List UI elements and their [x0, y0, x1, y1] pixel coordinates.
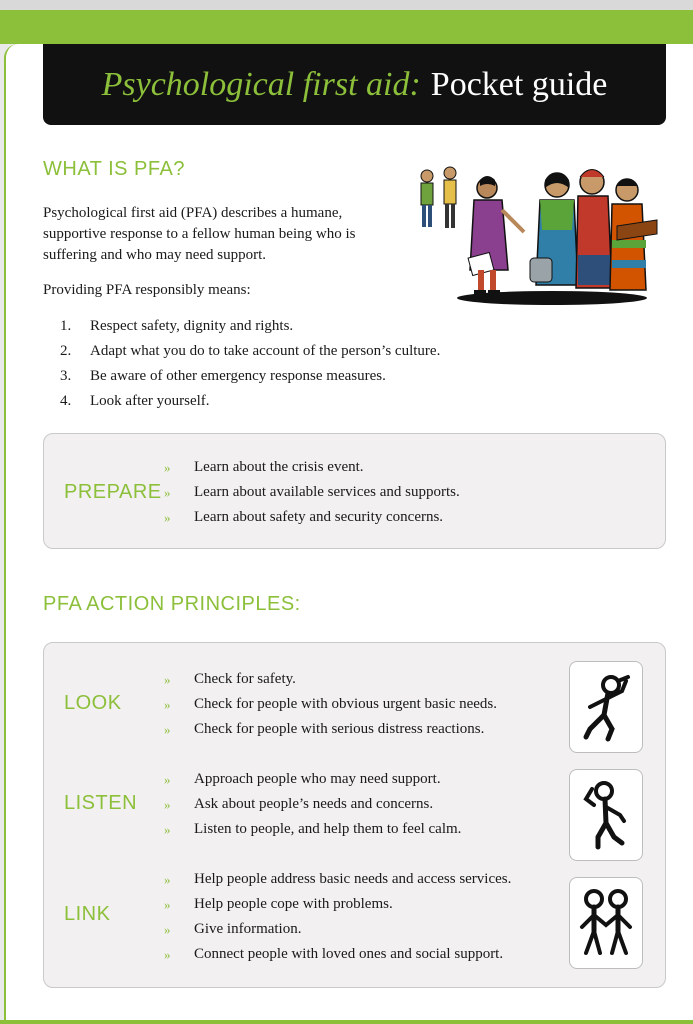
- list-item: » Connect people with loved ones and social support.: [164, 946, 504, 962]
- link-icon-card: [569, 877, 643, 969]
- prepare-bullets: [164, 455, 460, 530]
- chevron-icon: »: [164, 821, 171, 837]
- women-group: [530, 170, 657, 291]
- principles-box: [43, 642, 666, 988]
- list-item: 3. Be aware of other emergency response measures.: [60, 368, 386, 384]
- listen-label: LISTEN: [64, 792, 138, 814]
- listen-bullets: [164, 767, 461, 842]
- link-bullets: [164, 867, 511, 967]
- chevron-icon: »: [164, 509, 171, 525]
- list-item: » Learn about available services and supports.: [164, 484, 460, 500]
- list-item: » Check for safety.: [164, 671, 296, 687]
- list-item: » Ask about people’s needs and concerns.: [164, 796, 434, 812]
- bottom-accent-line: [0, 1020, 693, 1024]
- title-italic: Psychological first aid:: [101, 65, 421, 103]
- look-bullets: [164, 667, 497, 742]
- chevron-icon: »: [164, 871, 171, 887]
- intro-paragraph: Psychological first aid (PFA) describes a humane, supportive response to a fellow human being who is suffering and who may need support.: [43, 205, 356, 263]
- person-looking-icon: [578, 669, 634, 745]
- list-item: » Help people address basic needs and access services.: [164, 871, 512, 887]
- people-illustration: [412, 160, 662, 310]
- chevron-icon: »: [164, 946, 171, 962]
- list-item: » Learn about the crisis event.: [164, 459, 364, 475]
- chevron-icon: »: [164, 721, 171, 737]
- listen-icon-card: [569, 769, 643, 861]
- title-bar: [43, 44, 666, 125]
- chevron-icon: »: [164, 459, 171, 475]
- top-strip: [0, 0, 693, 10]
- chevron-icon: »: [164, 696, 171, 712]
- chevron-icon: »: [164, 484, 171, 500]
- prepare-box: [43, 433, 666, 549]
- what-is-pfa-heading: WHAT IS PFA?: [43, 158, 185, 180]
- list-item: » Help people cope with problems.: [164, 896, 393, 912]
- list-item: » Approach people who may need support.: [164, 771, 441, 787]
- title-plain: Pocket guide: [430, 65, 608, 103]
- list-item: » Give information.: [164, 921, 302, 937]
- look-label: LOOK: [64, 692, 122, 714]
- list-item: » Check for people with obvious urgent basic needs.: [164, 696, 497, 712]
- people-linked-icon: [576, 885, 636, 961]
- providing-paragraph: Providing PFA responsibly means:: [43, 282, 251, 298]
- chevron-icon: »: [164, 896, 171, 912]
- prepare-label: PREPARE: [64, 481, 162, 503]
- action-principles-heading: PFA ACTION PRINCIPLES:: [43, 593, 301, 615]
- background-figures: [421, 167, 456, 228]
- chevron-icon: »: [164, 921, 171, 937]
- list-item: » Listen to people, and help them to feel calm.: [164, 821, 462, 837]
- helper-figure: [468, 176, 524, 295]
- list-item: 1. Respect safety, dignity and rights.: [60, 318, 294, 334]
- chevron-icon: »: [164, 771, 171, 787]
- list-item: 4. Look after yourself.: [60, 393, 210, 409]
- chevron-icon: »: [164, 671, 171, 687]
- green-header-band: [0, 10, 693, 44]
- person-listening-icon: [578, 777, 634, 853]
- list-item: » Check for people with serious distress reactions.: [164, 721, 485, 737]
- chevron-icon: »: [164, 796, 171, 812]
- look-icon-card: [569, 661, 643, 753]
- link-label: LINK: [64, 903, 111, 925]
- list-item: 2. Adapt what you do to take account of the person’s culture.: [60, 343, 441, 359]
- list-item: » Learn about safety and security concerns.: [164, 509, 444, 525]
- responsibility-list: [60, 318, 440, 418]
